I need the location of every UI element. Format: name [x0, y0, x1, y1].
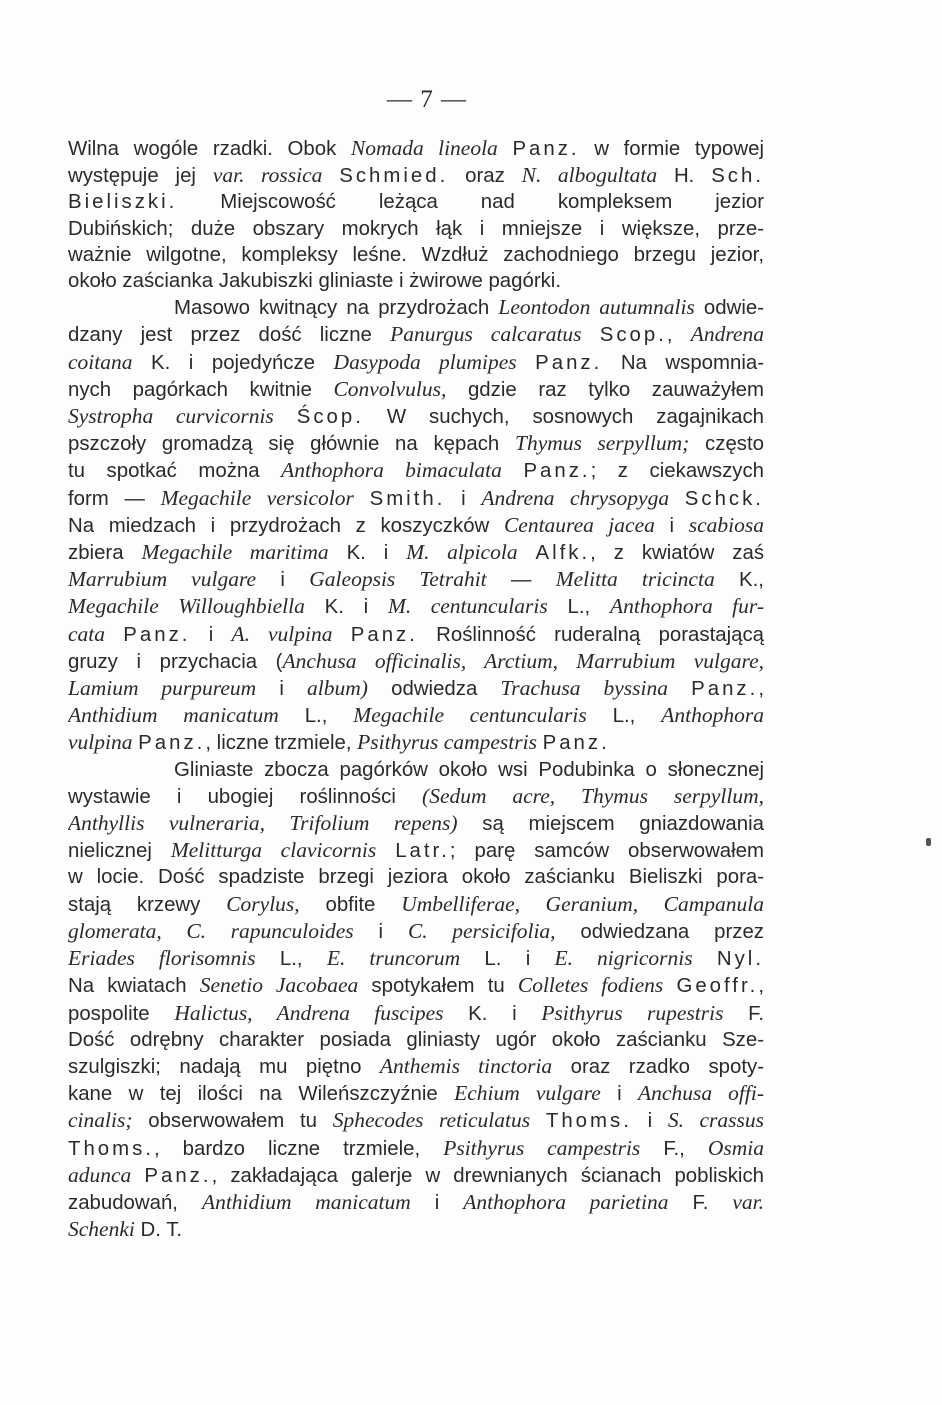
text-line: pszczoły gromadzą się głównie na kępach Thymus serpyllum; często [68, 431, 764, 456]
margin-mark [926, 838, 931, 846]
text-line: ważnie wilgotne, kompleksy leśne. Wzdłuż zachodniego brzegu jezior, [68, 243, 764, 266]
text-line: Lamium purpureum i album) odwiedza Trachusa byssina Panz., [68, 676, 764, 701]
text-line: Megachile Willoughbiella K. i M. centuncularis L., Anthophora fur- [68, 594, 764, 619]
text-line: około zaścianka Jakubiszki gliniaste i żwirowe pagórki. [68, 270, 561, 293]
text-line: vulpina Panz., liczne trzmiele, Psithyrus campestris Panz. [68, 730, 610, 755]
paragraph [68, 757, 764, 1244]
body-text [68, 135, 764, 1243]
paragraph [68, 294, 764, 756]
text-line: nych pagórkach kwitnie Convolvulus, gdzie raz tylko zauważyłem [68, 376, 764, 401]
text-line: Eriades florisomnis L., E. truncorum L. i E. nigricornis Nyl. [68, 946, 764, 971]
text-line: Marrubium vulgare i Galeopsis Tetrahit — Melitta tricincta K., [68, 567, 764, 592]
text-line: coitana K. i pojedyńcze Dasypoda plumipes Panz. Na wspomnia- [68, 349, 764, 374]
text-line: Bieliszki. Miejscowość leżąca nad kompleksem jezior [68, 191, 764, 214]
text-line: Thoms., bardzo liczne trzmiele, Psithyrus campestris F., Osmia [68, 1135, 764, 1160]
text-line: nielicznej Melitturga clavicornis Latr.; parę samców obserwowałem [68, 838, 764, 863]
text-line: Systropha curvicornis Ścop. W suchych, sosnowych zagajnikach [68, 404, 764, 429]
text-line: tu spotkać można Anthophora bimaculata Panz.; z ciekawszych [68, 458, 764, 483]
text-line: Dość odrębny charakter posiada gliniasty ugór około zaścianku Sze- [68, 1028, 764, 1051]
text-line: glomerata, C. rapunculoides i C. persicifolia, odwiedzana przez [68, 918, 764, 943]
text-line: Masowo kwitnący na przydrożach Leontodon autumnalis odwie- [174, 295, 764, 320]
paragraph [68, 135, 764, 294]
text-line: w locie. Dość spadziste brzegi jeziora około zaścianku Bieliszki pora- [68, 866, 764, 889]
text-line: Anthidium manicatum L., Megachile centuncularis L., Anthophora [68, 703, 764, 728]
text-line: Na miedzach i przydrożach z koszyczków Centaurea jacea i scabiosa [68, 512, 764, 537]
text-line: Gliniaste zbocza pagórków około wsi Podubinka o słonecznej [174, 758, 764, 781]
text-line: form — Megachile versicolor Smith. i Andrena chrysopyga Schck. [68, 485, 764, 510]
text-line: zabudowań, Anthidium manicatum i Anthophora parietina F. var. [68, 1189, 764, 1214]
text-line: Schenki D. T. [68, 1217, 183, 1242]
page-number: — 7 — [387, 86, 467, 113]
text-line: pospolite Halictus, Andrena fuscipes K. i Psithyrus rupestris F. [68, 1000, 764, 1025]
text-line: zbiera Megachile maritima K. i M. alpicola Alfk., z kwiatów zaś [68, 540, 764, 565]
text-line: cinalis; obserwowałem tu Sphecodes reticulatus Thoms. i S. crassus [68, 1108, 764, 1133]
text-line: Anthyllis vulneraria, Trifolium repens) są miejscem gniazdowania [68, 811, 764, 836]
text-line: szulgiszki; nadają mu piętno Anthemis tinctoria oraz rzadko spoty- [68, 1053, 764, 1078]
text-line: kane w tej ilości na Wileńszczyźnie Echium vulgare i Anchusa offi- [68, 1081, 764, 1106]
text-line: Na kwiatach Senetio Jacobaea spotykałem tu Colletes fodiens Geoffr., [68, 973, 764, 998]
text-line: Wilna wogóle rzadki. Obok Nomada lineola Panz. w formie typowej [68, 136, 764, 160]
text-line: Dubińskich; duże obszary mokrych łąk i mniejsze i większe, prze- [68, 217, 764, 240]
text-line: cata Panz. i A. vulpina Panz. Roślinność ruderalną porastającą [68, 621, 764, 646]
text-line: dzany jest przez dość liczne Panurgus calcaratus Scop., Andrena [68, 322, 764, 347]
text-line: gruzy i przychacia (Anchusa officinalis, Arctium, Marrubium vulgare, [68, 648, 764, 673]
text-line: adunca Panz., zakładająca galerje w drewnianych ścianach pobliskich [68, 1162, 764, 1187]
text-line: stają krzewy Corylus, obfite Umbelliferae, Geranium, Campanula [68, 891, 764, 916]
text-line: wystawie i ubogiej roślinności (Sedum acre, Thymus serpyllum, [68, 783, 764, 808]
text-line: występuje jej var. rossica Schmied. oraz N. albogultata H. Sch. [68, 163, 764, 188]
